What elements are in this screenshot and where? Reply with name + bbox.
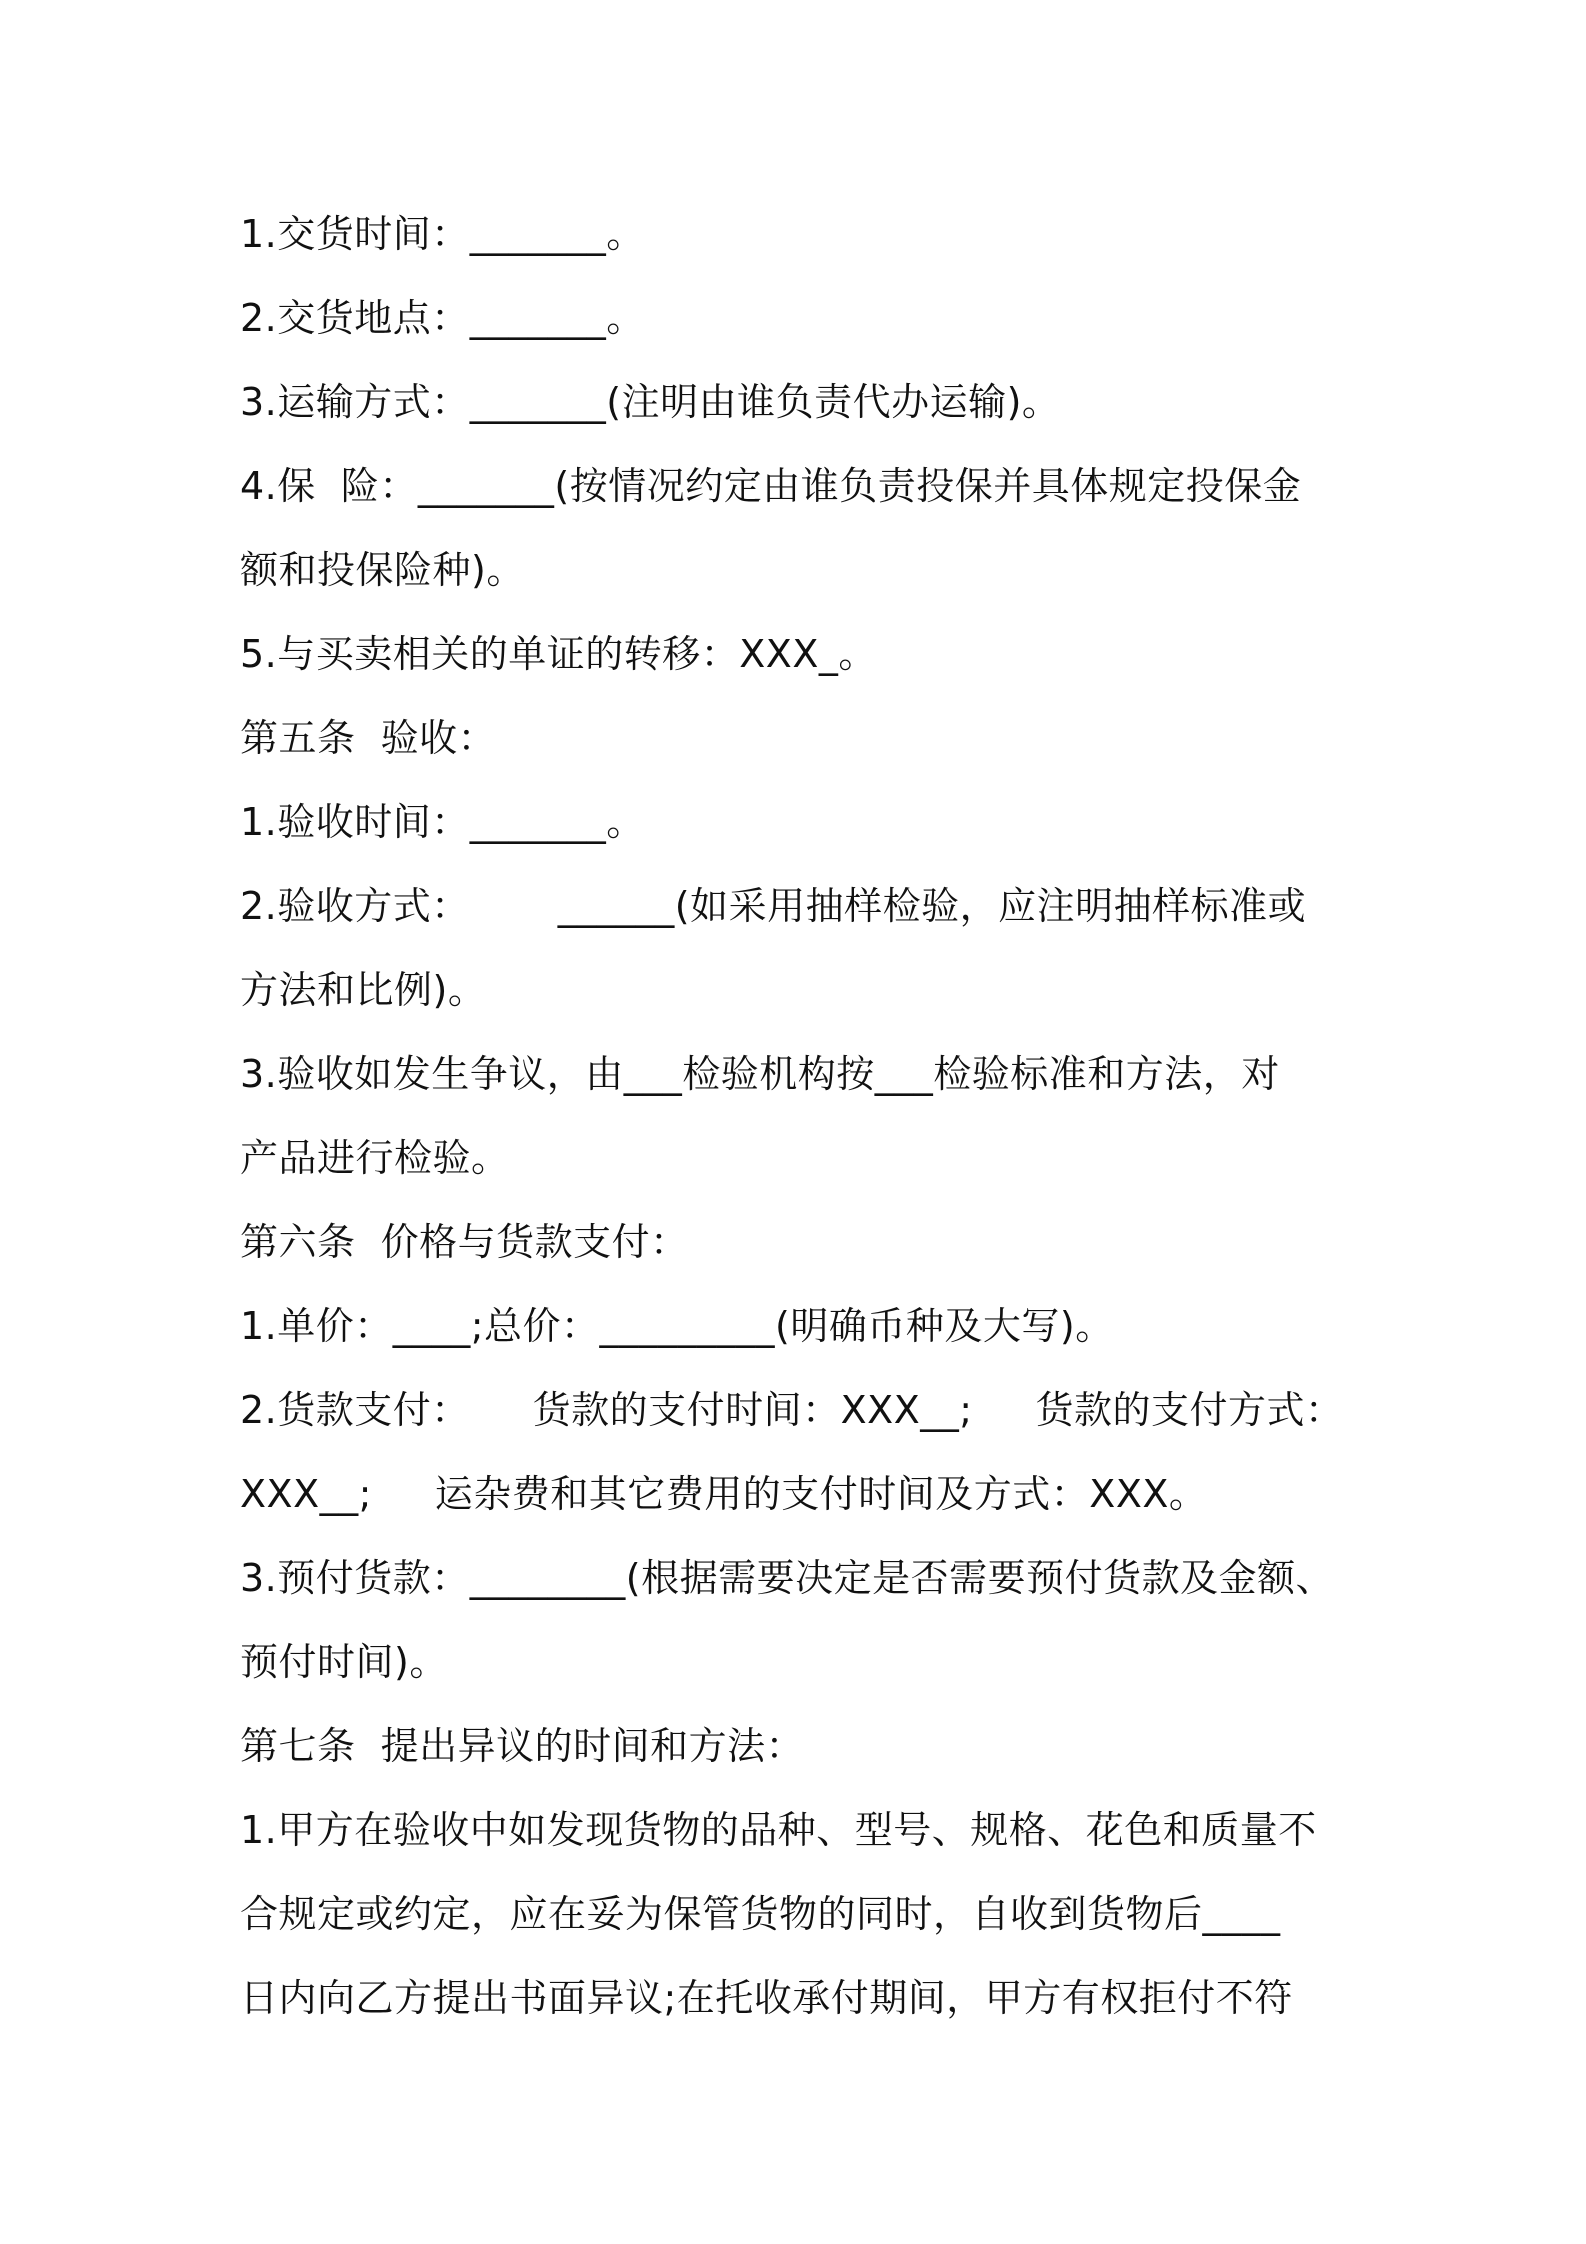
clause-delivery-time: 1.交货时间：_______。 (240, 212, 645, 256)
clause-inspection-method: 2.验收方式： ______(如采用抽样检验，应注明抽样标准或 (240, 884, 1307, 928)
clause-prepayment-cont: 预付时间)。 (240, 1640, 448, 1684)
clause-objection-cont-2: 日内向乙方提出书面异议;在托收承付期间，甲方有权拒付不符 (240, 1976, 1293, 2020)
clause-inspection-time: 1.验收时间：_______。 (240, 800, 645, 844)
clause-objection-cont-1: 合规定或约定，应在妥为保管货物的同时，自收到货物后____ (240, 1892, 1281, 1936)
clause-inspection-method-cont: 方法和比例)。 (240, 968, 487, 1012)
clause-objection: 1.甲方在验收中如发现货物的品种、型号、规格、花色和质量不 (240, 1808, 1317, 1852)
clause-payment-cont: XXX__; 运杂费和其它费用的支付时间及方式：XXX。 (240, 1472, 1208, 1516)
article-seven-heading: 第七条 提出异议的时间和方法： (240, 1724, 805, 1768)
clause-delivery-place: 2.交货地点：_______。 (240, 296, 645, 340)
clause-insurance: 4.保 险：_______(按情况约定由谁负责投保并具体规定投保金 (240, 464, 1302, 508)
clause-inspection-dispute-cont: 产品进行检验。 (240, 1136, 510, 1180)
clause-transport-method: 3.运输方式：_______(注明由谁负责代办运输)。 (240, 380, 1061, 424)
clause-insurance-cont: 额和投保险种)。 (240, 548, 525, 592)
document-body (240, 192, 1360, 2040)
clause-price: 1.单价：____;总价：_________(明确币种及大写)。 (240, 1304, 1114, 1348)
article-six-heading: 第六条 价格与货款支付： (240, 1220, 689, 1264)
clause-payment: 2.货款支付： 货款的支付时间：XXX__; 货款的支付方式： (240, 1388, 1344, 1432)
clause-inspection-dispute: 3.验收如发生争议，由___检验机构按___检验标准和方法，对 (240, 1052, 1280, 1096)
article-five-heading: 第五条 验收： (240, 716, 497, 760)
clause-prepayment: 3.预付货款：________(根据需要决定是否需要预付货款及金额、 (240, 1556, 1335, 1600)
clause-document-transfer: 5.与买卖相关的单证的转移：XXX_。 (240, 632, 877, 676)
